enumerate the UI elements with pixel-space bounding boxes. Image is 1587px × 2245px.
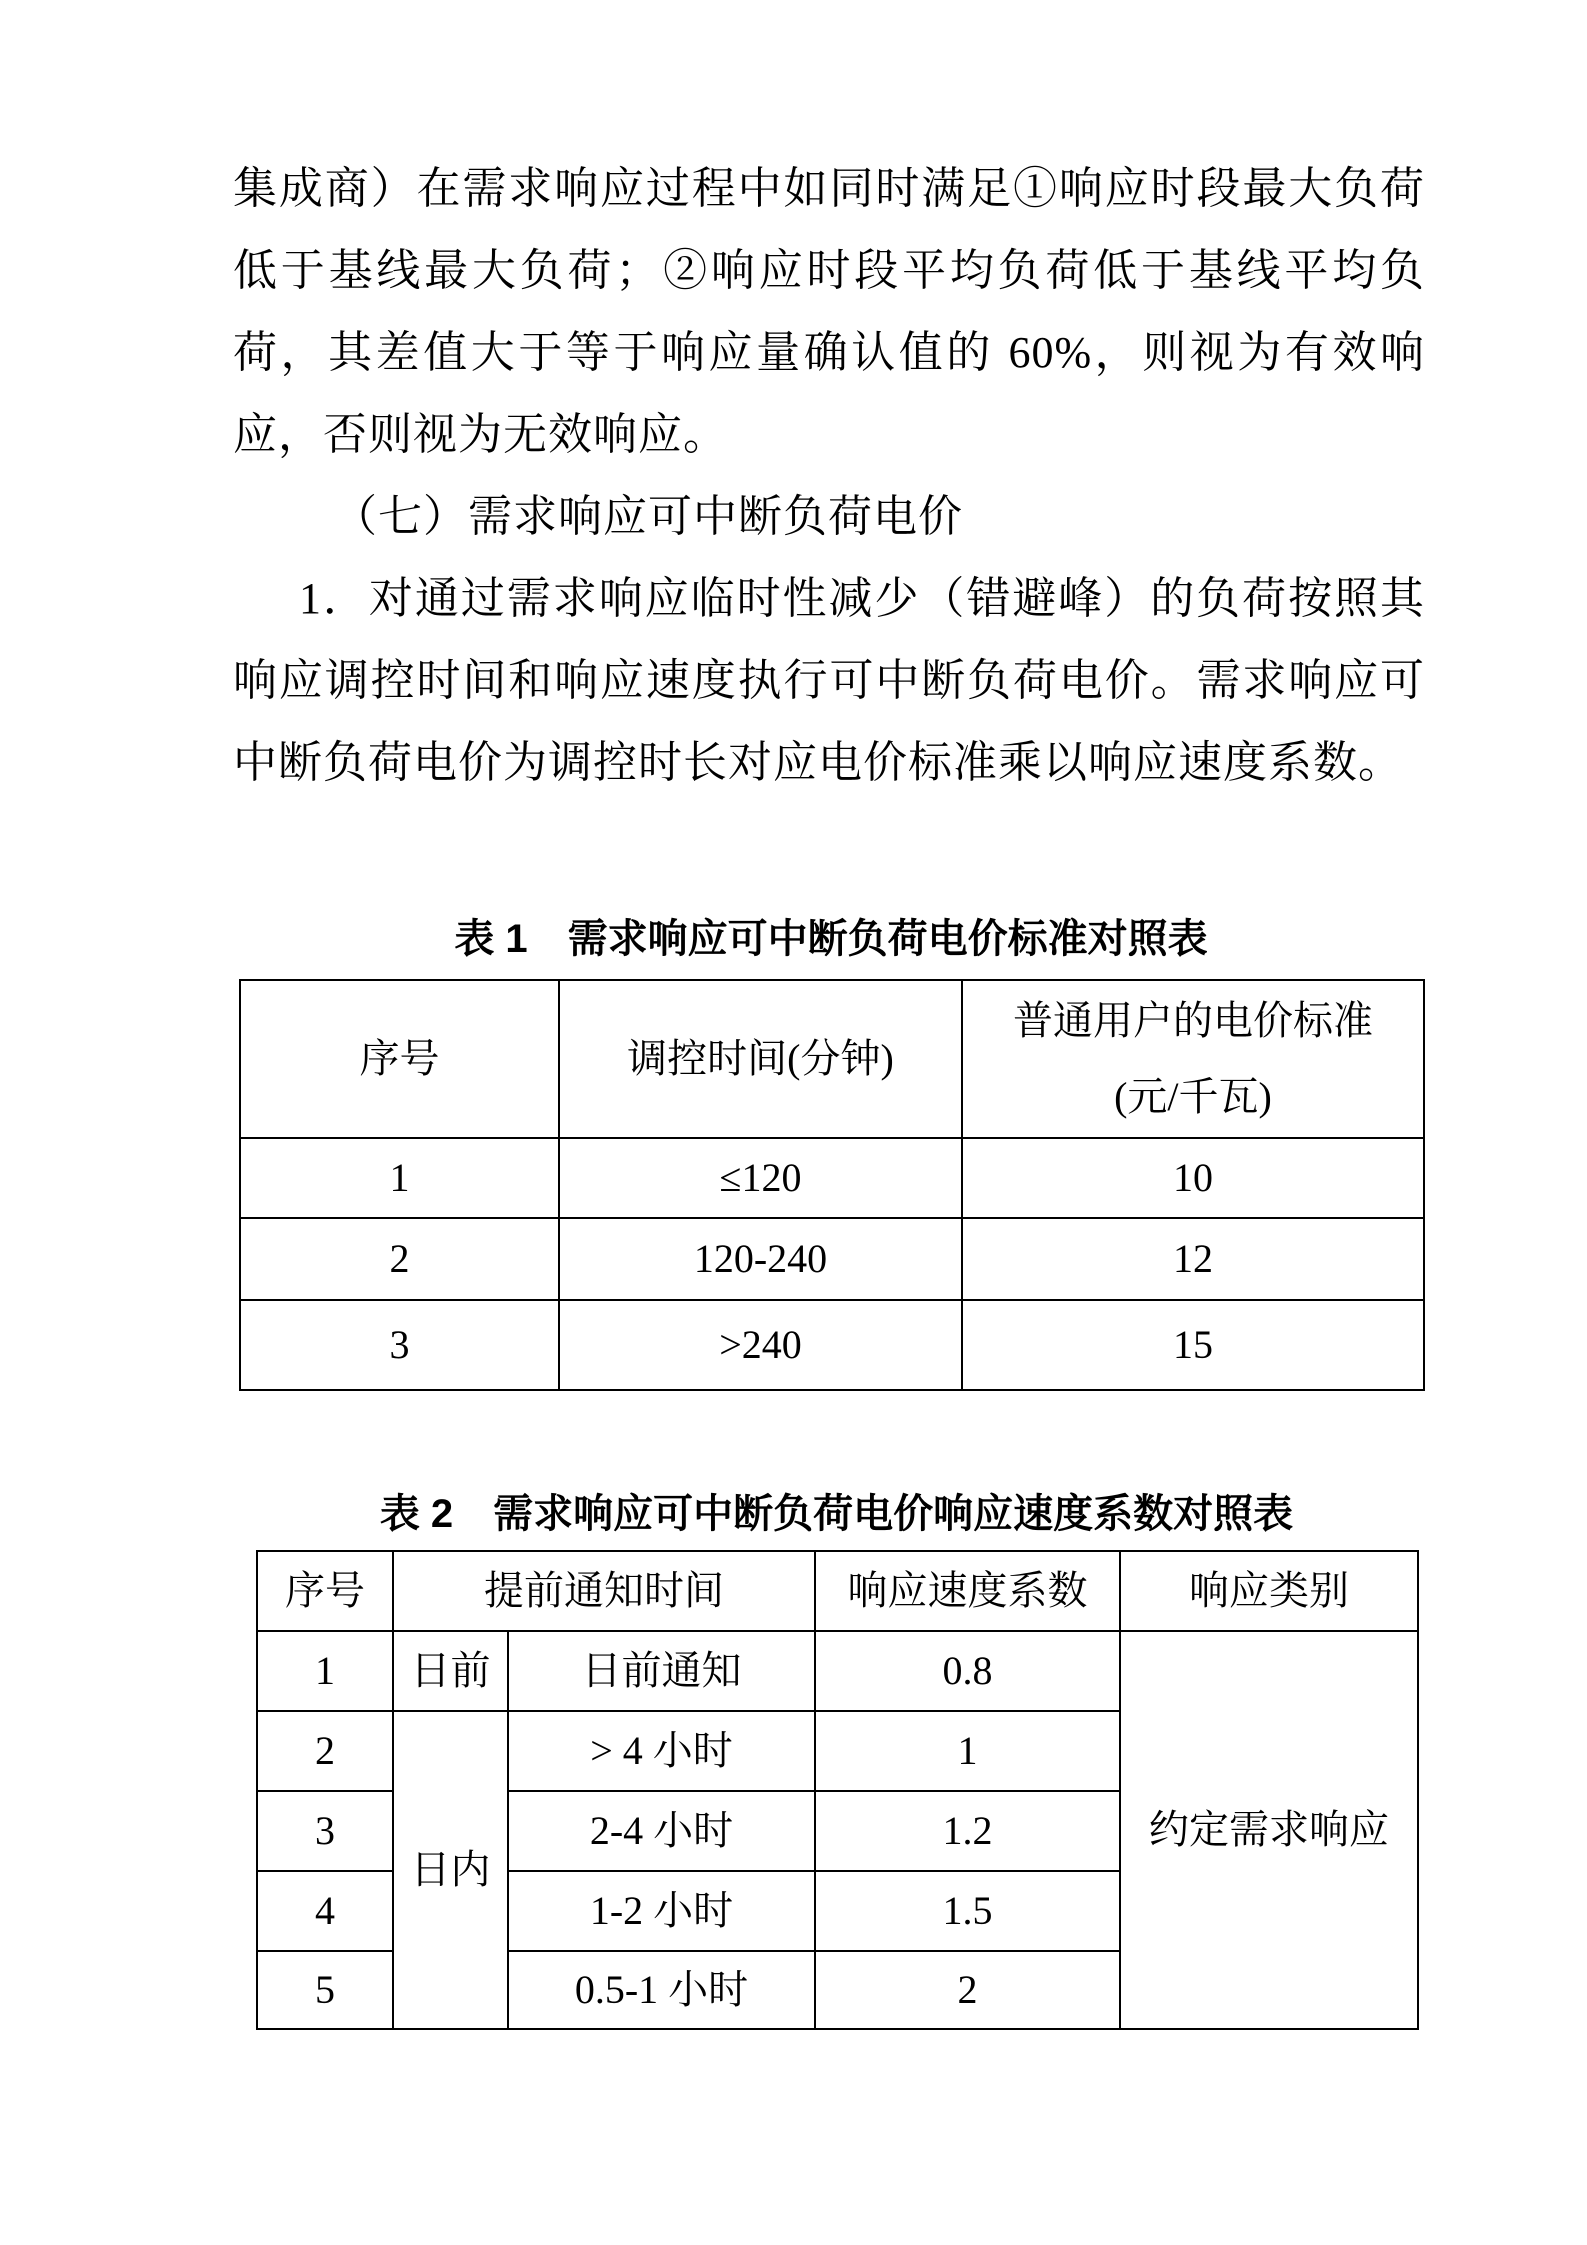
table-cell-period: 日前: [393, 1631, 508, 1711]
table-cell-period: 日内: [393, 1711, 508, 2029]
table-cell-notice: 0.5-1 小时: [508, 1951, 815, 2029]
table-cell-price: 10: [962, 1138, 1424, 1218]
table2-header-seq: 序号: [257, 1551, 393, 1631]
table2-speed-coefficient: [256, 1550, 1419, 2030]
table1-title: 表 1 需求响应可中断负荷电价标准对照表: [454, 917, 1208, 961]
table-cell-price: 12: [962, 1218, 1424, 1300]
document-body: [233, 148, 1425, 804]
table2-title: 表 2 需求响应可中断负荷电价响应速度系数对照表: [379, 1492, 1294, 1536]
paragraph-section-heading: （七）需求响应可中断负荷电价: [333, 492, 963, 541]
table-cell-seq: 1: [240, 1138, 559, 1218]
table1-price-standard: [239, 979, 1425, 1391]
table-cell-coef: 1.2: [815, 1791, 1120, 1871]
table-cell-time: >240: [559, 1300, 962, 1390]
table-row: [257, 1631, 1418, 1711]
table2-header-notice: 提前通知时间: [393, 1551, 815, 1631]
table-cell-seq: 3: [257, 1791, 393, 1871]
paragraph-item-1: 1．对通过需求响应临时性减少（错避峰）的负荷按照其响应调控时间和响应速度执行可中断负荷电价。需求响应可中断负荷电价为调控时长对应电价标准乘以响应速度系数。: [233, 574, 1425, 787]
table-cell-seq: 4: [257, 1871, 393, 1951]
table-cell-coef: 2: [815, 1951, 1120, 2029]
table-cell-notice: 日前通知: [508, 1631, 815, 1711]
table-row: [240, 1300, 1424, 1390]
table2-header-row: [257, 1551, 1418, 1631]
table2-header-category: 响应类别: [1120, 1551, 1418, 1631]
table-cell-notice: > 4 小时: [508, 1711, 815, 1791]
table-cell-seq: 2: [240, 1218, 559, 1300]
table-cell-category: 约定需求响应: [1120, 1631, 1418, 2029]
table-cell-time: ≤120: [559, 1138, 962, 1218]
table-cell-time: 120-240: [559, 1218, 962, 1300]
table-cell-seq: 2: [257, 1711, 393, 1791]
table-row: [240, 1218, 1424, 1300]
table1-header-time: 调控时间(分钟): [559, 980, 962, 1138]
table2-header-coef: 响应速度系数: [815, 1551, 1120, 1631]
table-cell-notice: 1-2 小时: [508, 1871, 815, 1951]
table-cell-seq: 3: [240, 1300, 559, 1390]
table1-header-row: [240, 980, 1424, 1138]
table1-header-price-line2: (元/千瓦): [1114, 1074, 1272, 1119]
table-cell-seq: 5: [257, 1951, 393, 2029]
table-cell-notice: 2-4 小时: [508, 1791, 815, 1871]
table1-header-seq: 序号: [240, 980, 559, 1138]
table-cell-price: 15: [962, 1300, 1424, 1390]
table-row: [240, 1138, 1424, 1218]
table-cell-coef: 1.5: [815, 1871, 1120, 1951]
paragraph-validity-rule: 集成商）在需求响应过程中如同时满足①响应时段最大负荷低于基线最大负荷；②响应时段平均负荷低于基线平均负荷，其差值大于等于响应量确认值的 60%，则视为有效响应，否则视为无效响应。: [233, 164, 1425, 459]
table1-header-price-line1: 普通用户的电价标准: [1013, 998, 1373, 1043]
table-cell-coef: 1: [815, 1711, 1120, 1791]
table-cell-coef: 0.8: [815, 1631, 1120, 1711]
table1-header-price: [962, 980, 1424, 1138]
table-cell-seq: 1: [257, 1631, 393, 1711]
